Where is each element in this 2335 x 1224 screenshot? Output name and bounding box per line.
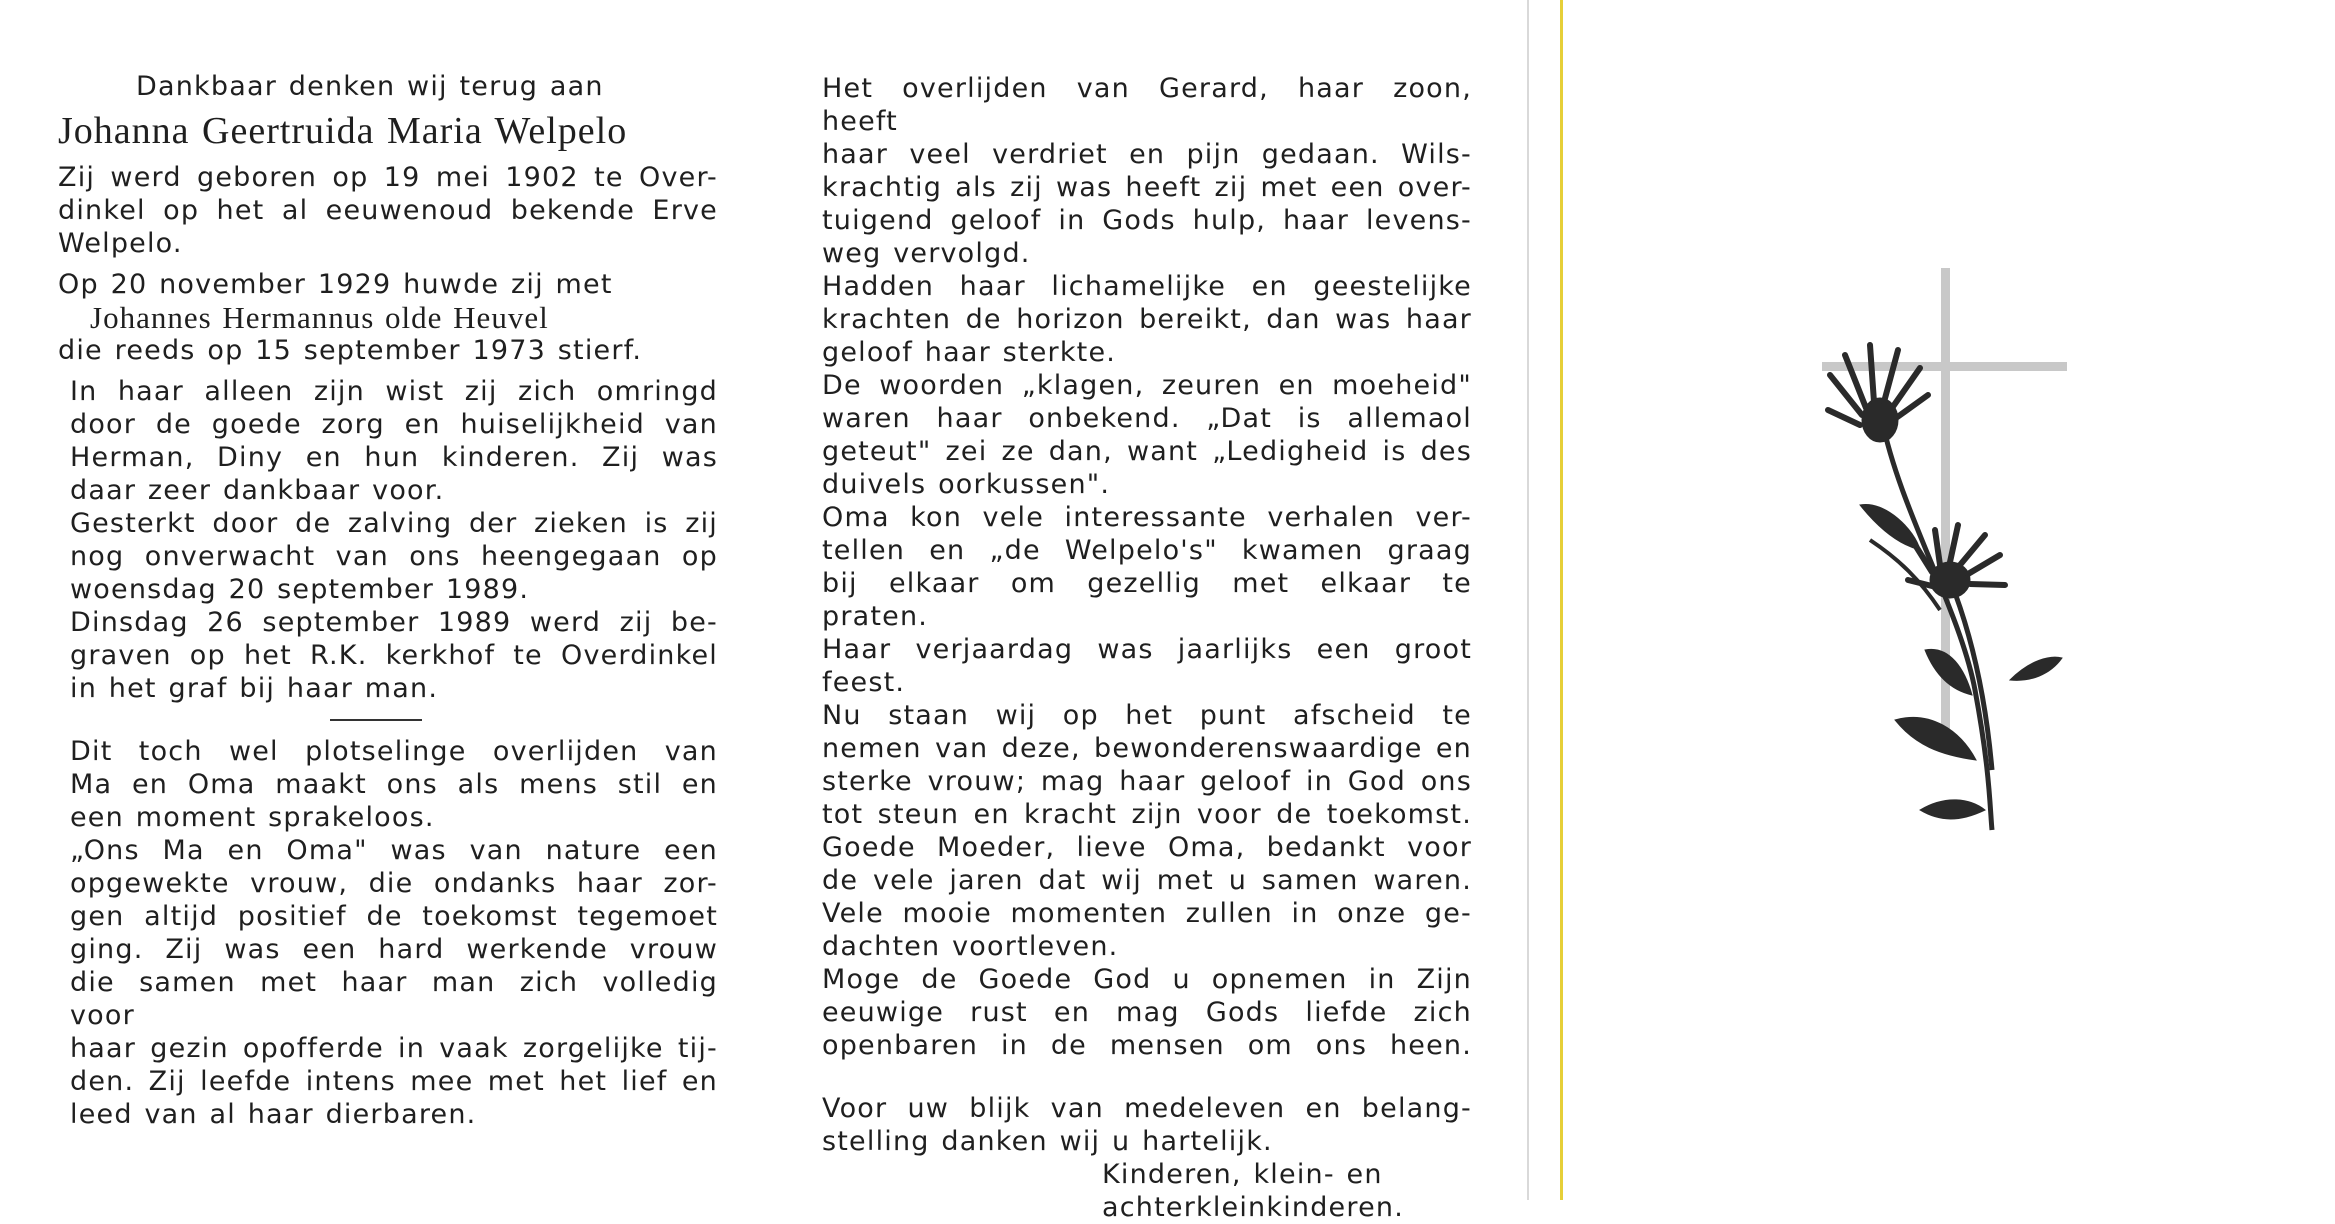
text-line: Hadden haar lichamelijke en geestelijke <box>822 271 1472 302</box>
text-line: de vele jaren dat wij met u samen waren. <box>822 865 1472 896</box>
text-line: ging. Zij was een hard werkende vrouw <box>70 934 718 965</box>
text-line: daar zeer dankbaar voor. <box>70 475 445 506</box>
marriage-line: Op 20 november 1929 huwde zij met <box>58 269 613 300</box>
text-line: waren haar onbekend. „Dat is allemaol <box>822 403 1472 434</box>
left-column <box>58 70 718 1131</box>
birth-line-1: Zij werd geboren op 19 mei 1902 te Over- <box>58 162 718 193</box>
cross-and-flowers <box>1800 250 2100 840</box>
text-line: dachten voortleven. <box>822 931 1119 962</box>
text-line: een moment sprakeloos. <box>70 802 435 833</box>
alone-paragraph <box>58 375 718 705</box>
text-line: De woorden „klagen, zeuren en moeheid" <box>822 370 1472 401</box>
text-line: den. Zij leefde intens mee met het lief en <box>70 1066 718 1097</box>
text-line: eeuwige rust en mag Gods liefde zich <box>822 997 1472 1028</box>
middle-column <box>822 72 1472 1224</box>
text-line: krachtig als zij was heeft zij met een over- <box>822 172 1472 203</box>
signature-line-2: achterkleinkinderen. <box>1102 1192 1404 1223</box>
birth-line-2: dinkel op het al eeuwenoud bekende Erve <box>58 195 718 226</box>
text-line: openbaren in de mensen om ons heen. <box>822 1030 1472 1061</box>
text-line: in het graf bij haar man. <box>70 673 439 704</box>
text-line: door de goede zorg en huiselijkheid van <box>70 409 718 440</box>
text-line: krachten de horizon bereikt, dan was haar <box>822 304 1472 335</box>
text-line: duivels oorkussen". <box>822 469 1111 500</box>
text-line: gen altijd positief de toekomst tegemoet <box>70 901 718 932</box>
text-line: feest. <box>822 667 906 698</box>
text-line: nemen van deze, bewonderenswaardige en <box>822 733 1472 764</box>
text-line: Moge de Goede God u opnemen in Zijn <box>822 964 1472 995</box>
text-line: geteut" zei ze dan, want „Ledigheid is des <box>822 436 1472 467</box>
text-line: Herman, Diny en hun kinderen. Zij was <box>70 442 718 473</box>
card-fold-edge <box>1527 0 1529 1200</box>
text-line: Nu staan wij op het punt afscheid te <box>822 700 1472 731</box>
text-line: graven op het R.K. kerkhof te Overdinkel <box>70 640 718 671</box>
divider-rule <box>330 719 422 721</box>
text-line: Het overlijden van Gerard, haar zoon, heeft <box>822 73 1472 137</box>
text-line: Gesterkt door de zalving der zieken is zij <box>70 508 718 539</box>
text-line: tellen en „de Welpelo's" kwamen graag <box>822 535 1472 566</box>
text-line: Dit toch wel plotselinge overlijden van <box>70 736 718 767</box>
text-line: Haar verjaardag was jaarlijks een groot <box>822 634 1472 665</box>
text-line: geloof haar sterkte. <box>822 337 1117 368</box>
text-line: tuigend geloof in Gods hulp, haar levens- <box>822 205 1472 236</box>
text-line: weg vervolgd. <box>822 238 1031 269</box>
text-line: sterke vrouw; mag haar geloof in God ons <box>822 766 1472 797</box>
text-line: Ma en Oma maakt ons als mens stil en <box>70 769 718 800</box>
text-line: nog onverwacht van ons heengegaan op <box>70 541 718 572</box>
birth-line-3: Welpelo. <box>58 228 183 259</box>
spouse-death-line: die reeds op 15 september 1973 stierf. <box>58 335 643 366</box>
text-line: bij elkaar om gezellig met elkaar te praten. <box>822 568 1472 632</box>
text-line: „Ons Ma en Oma" was van nature een <box>70 835 718 866</box>
text-line: woensdag 20 september 1989. <box>70 574 530 605</box>
text-line: Oma kon vele interessante verhalen ver- <box>822 502 1472 533</box>
signature-line-1: Kinderen, klein- en <box>1102 1159 1383 1190</box>
thanks-line-2: stelling danken wij u hartelijk. <box>822 1126 1273 1157</box>
text-line: leed van al haar dierbaren. <box>70 1099 477 1130</box>
text-line: haar gezin opofferde in vaak zorgelijke tij- <box>70 1033 718 1064</box>
text-line: Vele mooie momenten zullen in onze ge- <box>822 898 1472 929</box>
thanks-line-1: Voor uw blijk van medeleven en belang- <box>822 1093 1472 1124</box>
spouse-name: Johannes Hermannus olde Heuvel <box>90 300 549 335</box>
after-rule-paragraph <box>58 735 718 1131</box>
text-line: opgewekte vrouw, die ondanks haar zor- <box>70 868 718 899</box>
text-line: Goede Moeder, lieve Oma, bedankt voor <box>822 832 1472 863</box>
text-line: In haar alleen zijn wist zij zich omringd <box>70 376 718 407</box>
intro-text: Dankbaar denken wij terug aan <box>136 71 604 102</box>
text-line: die samen met haar man zich volledig voor <box>70 967 718 1031</box>
text-line: haar veel verdriet en pijn gedaan. Wils- <box>822 139 1472 170</box>
text-line: Dinsdag 26 september 1989 werd zij be- <box>70 607 718 638</box>
deceased-name: Johanna Geertruida Maria Welpelo <box>58 110 628 152</box>
text-line: tot steun en kracht zijn voor de toekomst. <box>822 799 1472 830</box>
